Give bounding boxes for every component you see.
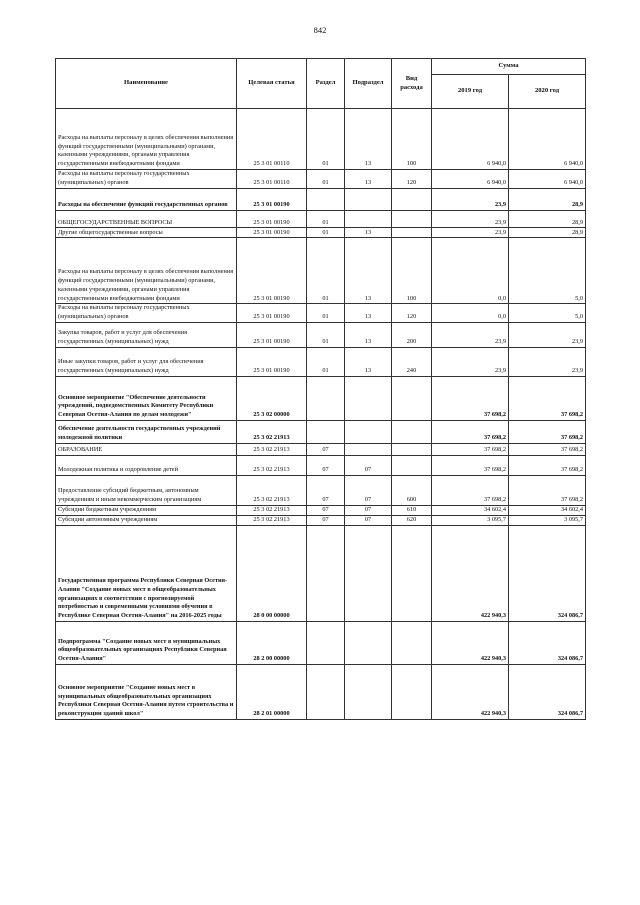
row-subsection	[345, 376, 392, 420]
table-row	[56, 170, 586, 189]
row-section: 07	[307, 515, 345, 525]
row-name	[56, 304, 237, 323]
table-row	[56, 475, 586, 505]
row-name	[56, 621, 237, 664]
row-amount-2020: 3 095,7	[509, 515, 586, 525]
table-row	[56, 228, 586, 238]
header-section: Раздел	[307, 59, 345, 109]
row-name	[56, 188, 237, 210]
row-target-code: 25 3 01 00110	[237, 170, 307, 189]
row-amount-2019: 6 940,0	[432, 170, 509, 189]
row-name	[56, 505, 237, 515]
row-expense-type	[392, 455, 432, 475]
row-expense-type	[392, 376, 432, 420]
row-name-text: Иные закупки товаров, работ и услуг для обеспечения государственных (муниципальных) нужд	[58, 358, 204, 375]
row-name-text: Молодежная политика и оздоровление детей	[58, 466, 178, 474]
row-name	[56, 443, 237, 455]
header-year-2019: 2019 год	[432, 75, 509, 109]
row-expense-type	[392, 525, 432, 621]
row-amount-2019: 23,9	[432, 210, 509, 228]
row-amount-2020: 324 086,7	[509, 525, 586, 621]
row-amount-2019: 34 602,4	[432, 505, 509, 515]
row-name	[56, 420, 237, 443]
row-section	[307, 420, 345, 443]
table-row	[56, 238, 586, 304]
table-row	[56, 525, 586, 621]
row-section: 07	[307, 475, 345, 505]
row-subsection	[345, 664, 392, 719]
row-subsection: 13	[345, 228, 392, 238]
row-target-code: 25 3 02 00000	[237, 376, 307, 420]
row-subsection: 13	[345, 109, 392, 170]
row-name	[56, 109, 237, 170]
table-row	[56, 376, 586, 420]
row-section: 01	[307, 210, 345, 228]
row-subsection: 13	[345, 304, 392, 323]
row-section: 07	[307, 443, 345, 455]
row-section: 07	[307, 455, 345, 475]
row-section: 01	[307, 322, 345, 347]
table-row	[56, 210, 586, 228]
row-target-code: 25 3 01 00190	[237, 347, 307, 376]
row-amount-2019: 0,0	[432, 238, 509, 304]
table-row	[56, 505, 586, 515]
header-year-2020: 2020 год	[509, 75, 586, 109]
row-amount-2019: 422 940,3	[432, 664, 509, 719]
row-name	[56, 228, 237, 238]
table-row	[56, 188, 586, 210]
row-name-text: Предоставление субсидий бюджетным, автономным учреждениям и иным некоммерческим организациям	[58, 487, 202, 504]
row-name-text: Государственная программа Республики Северная Осетия-Алания "Создание новых мест в общеобразовательных организациях в соответствии с прогнозируемой потребностью и современными условиями обучения в Республике Северная Осетия-Алания" на 2016-2025 годы	[58, 577, 228, 620]
row-name-text: Подпрограмма "Создание новых мест в муниципальных общеобразовательных организациях Республики Северная Осетия-Алания"	[58, 637, 227, 663]
row-name-text: ОБЩЕГОСУДАРСТВЕННЫЕ ВОПРОСЫ	[58, 218, 173, 226]
row-name-text: Расходы на выплаты персоналу в целях обеспечения выполнения функций государственными (муниципальными) органами, казенными учреждениями, органами управления государственными внебюджетными фондами	[58, 133, 234, 168]
header-subsection: Подраздел	[345, 59, 392, 109]
row-section: 07	[307, 505, 345, 515]
row-name-text: Расходы на выплаты персоналу государственных (муниципальных) органов	[58, 170, 190, 186]
row-expense-type: 610	[392, 505, 432, 515]
row-subsection	[345, 621, 392, 664]
table-body	[56, 109, 586, 720]
row-subsection: 07	[345, 515, 392, 525]
row-name	[56, 238, 237, 304]
header-sum: Сумма	[432, 59, 586, 75]
row-expense-type: 100	[392, 109, 432, 170]
row-name	[56, 475, 237, 505]
row-amount-2019: 3 095,7	[432, 515, 509, 525]
row-amount-2020: 37 698,2	[509, 376, 586, 420]
row-amount-2019: 37 698,2	[432, 475, 509, 505]
row-subsection: 13	[345, 322, 392, 347]
row-expense-type	[392, 443, 432, 455]
row-target-code: 25 3 02 21913	[237, 455, 307, 475]
table-row	[56, 347, 586, 376]
budget-table	[55, 58, 586, 720]
row-section	[307, 664, 345, 719]
row-target-code: 28 2 01 00000	[237, 664, 307, 719]
row-subsection: 13	[345, 170, 392, 189]
row-expense-type: 240	[392, 347, 432, 376]
row-name-text: ОБРАЗОВАНИЕ	[58, 446, 103, 454]
row-amount-2020: 34 602,4	[509, 505, 586, 515]
row-expense-type	[392, 621, 432, 664]
row-section	[307, 621, 345, 664]
row-amount-2019: 37 698,2	[432, 420, 509, 443]
row-subsection	[345, 210, 392, 228]
row-amount-2019: 23,9	[432, 347, 509, 376]
row-expense-type: 100	[392, 238, 432, 304]
table-header	[56, 59, 586, 109]
row-expense-type	[392, 228, 432, 238]
row-amount-2020: 5,0	[509, 304, 586, 323]
row-subsection	[345, 420, 392, 443]
row-amount-2019: 422 940,3	[432, 525, 509, 621]
header-expense-type: Вид расхода	[392, 59, 432, 109]
table-row	[56, 420, 586, 443]
row-target-code: 25 3 02 21913	[237, 515, 307, 525]
row-amount-2019: 6 940,0	[432, 109, 509, 170]
row-target-code: 25 3 01 00190	[237, 322, 307, 347]
row-amount-2020: 6 940,0	[509, 170, 586, 189]
table-row	[56, 109, 586, 170]
row-section: 01	[307, 238, 345, 304]
row-target-code: 25 3 01 00110	[237, 109, 307, 170]
row-name-text: Другие общегосударственные вопросы	[58, 228, 163, 236]
row-section	[307, 525, 345, 621]
row-amount-2019: 0,0	[432, 304, 509, 323]
row-subsection: 07	[345, 475, 392, 505]
row-expense-type	[392, 210, 432, 228]
row-amount-2020: 37 698,2	[509, 443, 586, 455]
row-name-text: Субсидии автономным учреждениям	[58, 516, 158, 524]
row-amount-2020: 28,9	[509, 210, 586, 228]
row-expense-type: 600	[392, 475, 432, 505]
row-name-text: Расходы на обеспечение функций государственных органов	[58, 200, 228, 208]
row-amount-2019: 37 698,2	[432, 443, 509, 455]
row-amount-2019: 23,9	[432, 322, 509, 347]
table-row	[56, 443, 586, 455]
row-name	[56, 525, 237, 621]
table-row	[56, 664, 586, 719]
row-amount-2020: 6 940,0	[509, 109, 586, 170]
row-section: 01	[307, 109, 345, 170]
row-target-code: 28 2 00 00000	[237, 621, 307, 664]
row-subsection: 13	[345, 238, 392, 304]
row-name	[56, 322, 237, 347]
row-amount-2020: 324 086,7	[509, 664, 586, 719]
row-name	[56, 210, 237, 228]
row-section: 01	[307, 304, 345, 323]
row-name	[56, 455, 237, 475]
row-section: 01	[307, 228, 345, 238]
row-name	[56, 664, 237, 719]
table-row	[56, 621, 586, 664]
page-number: 842	[313, 25, 327, 35]
row-amount-2019: 37 698,2	[432, 455, 509, 475]
row-name-text: Основное мероприятие "Обеспечение деятельности учреждений, подведомственных Комитету Республики Северная Осетия-Алания по делам молодежи"	[58, 393, 214, 419]
row-name-text: Обеспечение деятельности государственных учреждений молодежной политики	[58, 425, 221, 442]
row-target-code: 28 0 00 00000	[237, 525, 307, 621]
table-row	[56, 515, 586, 525]
row-name-text: Расходы на выплаты персоналу в целях обеспечения выполнения функций государственными (муниципальными) органами, казенными учреждениями, органами управления государственными внебюджетными фондами	[58, 268, 234, 302]
header-target-code: Целевая статья	[237, 59, 307, 109]
row-target-code: 25 3 01 00190	[237, 210, 307, 228]
row-target-code: 25 3 01 00190	[237, 228, 307, 238]
row-subsection	[345, 525, 392, 621]
row-expense-type: 120	[392, 304, 432, 323]
row-amount-2020: 23,9	[509, 322, 586, 347]
row-amount-2020: 324 086,7	[509, 621, 586, 664]
row-amount-2019: 23,9	[432, 188, 509, 210]
row-amount-2020: 23,9	[509, 347, 586, 376]
row-section: 01	[307, 170, 345, 189]
row-expense-type: 620	[392, 515, 432, 525]
table-row	[56, 304, 586, 323]
row-name	[56, 376, 237, 420]
row-target-code: 25 3 02 21913	[237, 505, 307, 515]
row-subsection	[345, 443, 392, 455]
row-subsection: 07	[345, 455, 392, 475]
table-row	[56, 322, 586, 347]
row-name-text: Основное мероприятие "Создание новых мест в муниципальных общеобразовательных организациях Республики Северная Осетия-Алания путем строительства и реконструкции зданий школ"	[58, 683, 234, 718]
row-expense-type: 200	[392, 322, 432, 347]
row-amount-2020: 5,0	[509, 238, 586, 304]
row-amount-2020: 37 698,2	[509, 455, 586, 475]
row-expense-type	[392, 664, 432, 719]
row-amount-2020: 28,9	[509, 228, 586, 238]
header-name: Наименование	[56, 59, 237, 109]
row-name	[56, 515, 237, 525]
row-name-text: Расходы на выплаты персоналу государственных (муниципальных) органов	[58, 304, 190, 321]
row-section: 01	[307, 347, 345, 376]
row-amount-2020: 37 698,2	[509, 475, 586, 505]
row-expense-type	[392, 188, 432, 210]
row-expense-type	[392, 420, 432, 443]
row-target-code: 25 3 02 21913	[237, 475, 307, 505]
row-target-code: 25 3 01 00190	[237, 238, 307, 304]
row-amount-2020: 28,9	[509, 188, 586, 210]
row-expense-type: 120	[392, 170, 432, 189]
row-target-code: 25 3 02 21913	[237, 443, 307, 455]
row-amount-2020: 37 698,2	[509, 420, 586, 443]
row-subsection: 13	[345, 347, 392, 376]
row-target-code: 25 3 01 00190	[237, 304, 307, 323]
row-target-code: 25 3 02 21913	[237, 420, 307, 443]
row-amount-2019: 422 940,3	[432, 621, 509, 664]
row-subsection	[345, 188, 392, 210]
row-name	[56, 347, 237, 376]
row-target-code: 25 3 01 00190	[237, 188, 307, 210]
table-row	[56, 455, 586, 475]
row-name	[56, 170, 237, 189]
row-name-text: Субсидии бюджетным учреждениям	[58, 506, 156, 514]
row-name-text: Закупка товаров, работ и услуг для обеспечения государственных (муниципальных) нужд	[58, 329, 188, 346]
row-amount-2019: 23,9	[432, 228, 509, 238]
row-section	[307, 188, 345, 210]
row-subsection: 07	[345, 505, 392, 515]
row-amount-2019: 37 698,2	[432, 376, 509, 420]
row-section	[307, 376, 345, 420]
